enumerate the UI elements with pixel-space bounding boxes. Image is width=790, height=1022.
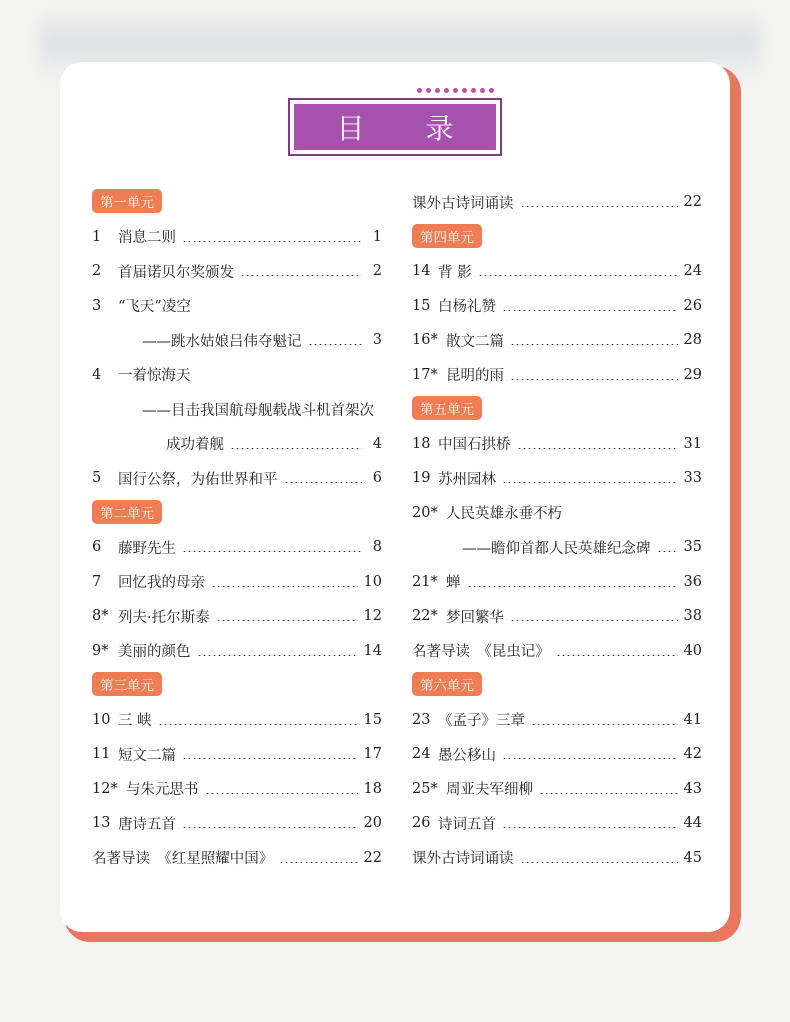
lesson-number: 24 (412, 746, 431, 763)
lesson-title: 愚公移山 (438, 747, 496, 764)
leader-dots (502, 818, 678, 828)
leader-dots (240, 266, 362, 276)
page-number: 2 (372, 263, 382, 280)
page-number: 6 (372, 470, 382, 487)
toc-entry[interactable] (412, 841, 702, 876)
page-number: 10 (363, 573, 382, 590)
leader-dots (230, 439, 362, 449)
page-number: 3 (372, 332, 382, 349)
toc-left-column (92, 185, 382, 875)
title-frame (288, 98, 502, 156)
leader-dots (182, 818, 358, 828)
page-number: 31 (683, 435, 702, 452)
lesson-title: ——目击我国航母舰载战斗机首架次 (142, 402, 374, 419)
lesson-number: 9* (92, 642, 109, 659)
page-number: 44 (683, 815, 702, 832)
toc-entry[interactable] (92, 427, 382, 462)
lesson-number: 8* (92, 608, 109, 625)
leader-dots (520, 853, 678, 863)
lesson-number: 12* (92, 780, 118, 797)
leader-dots (531, 715, 678, 725)
lesson-number: 6 (92, 539, 102, 556)
toc-entry[interactable] (92, 841, 382, 876)
lesson-title: 美丽的颜色 (118, 644, 191, 661)
page-number: 28 (683, 332, 702, 349)
unit-badge: 第四单元 (412, 224, 482, 248)
page-number: 20 (363, 815, 382, 832)
lesson-number: 18 (412, 435, 431, 452)
page-number: 42 (683, 746, 702, 763)
page-number: 12 (363, 608, 382, 625)
toc-entry[interactable] (412, 496, 702, 531)
lesson-title: 回忆我的母亲 (118, 575, 205, 592)
toc-entry[interactable] (412, 703, 702, 738)
lesson-title: 课外古诗词诵读 (412, 195, 514, 212)
lesson-title: 周亚夫军细柳 (446, 782, 533, 799)
lesson-title: 苏州园林 (438, 471, 496, 488)
lesson-number: 21* (412, 573, 438, 590)
leader-dots (657, 542, 678, 552)
toc-entry[interactable] (412, 461, 702, 496)
leader-dots (182, 232, 362, 242)
lesson-title: ——跳水姑娘吕伟夺魁记 (142, 333, 302, 350)
toc-entry[interactable] (412, 737, 702, 772)
lesson-number: 25* (412, 780, 438, 797)
lesson-number: 10 (92, 711, 111, 728)
toc-right-column (412, 185, 702, 875)
leader-dots (510, 370, 678, 380)
lesson-title: 课外古诗词诵读 (412, 851, 514, 868)
toc-entry[interactable] (92, 530, 382, 565)
unit-badge: 第三单元 (92, 672, 162, 696)
lesson-title: 藤野先生 (118, 540, 176, 557)
toc-entry[interactable] (92, 461, 382, 496)
unit-heading (92, 668, 382, 703)
lesson-number: 4 (92, 366, 102, 383)
page-number: 41 (683, 711, 702, 728)
leader-dots (182, 749, 358, 759)
leader-dots (279, 853, 357, 863)
page-title: 目 录 (294, 104, 496, 150)
toc-entry[interactable] (92, 737, 382, 772)
lesson-number: 22* (412, 608, 438, 625)
leader-dots (467, 577, 678, 587)
unit-badge: 第一单元 (92, 189, 162, 213)
toc-entry[interactable] (412, 427, 702, 462)
toc-entry[interactable] (412, 289, 702, 324)
leader-dots (502, 749, 678, 759)
lesson-title: 唐诗五首 (118, 816, 176, 833)
toc-entry[interactable] (412, 323, 702, 358)
page-number: 8 (372, 539, 382, 556)
page-number: 22 (683, 194, 702, 211)
title-decoration-dots (417, 88, 494, 93)
lesson-title: 诗词五首 (438, 816, 496, 833)
page-number: 33 (683, 470, 702, 487)
lesson-title: 梦回繁华 (446, 609, 504, 626)
lesson-number: 16* (412, 332, 438, 349)
lesson-title: 人民英雄永垂不朽 (446, 506, 562, 523)
unit-heading (412, 668, 702, 703)
toc-entry[interactable] (412, 254, 702, 289)
lesson-number: 20* (412, 504, 438, 521)
toc-entry[interactable] (92, 565, 382, 600)
page-number: 36 (683, 573, 702, 590)
toc-entry[interactable] (92, 599, 382, 634)
lesson-number: 17* (412, 366, 438, 383)
page-number: 1 (372, 228, 382, 245)
toc-entry[interactable] (412, 806, 702, 841)
unit-badge: 第六单元 (412, 672, 482, 696)
page-number: 4 (372, 435, 382, 452)
toc-entry[interactable] (412, 530, 702, 565)
page-number: 35 (683, 539, 702, 556)
page-number: 15 (363, 711, 382, 728)
unit-heading (92, 185, 382, 220)
lesson-number: 26 (412, 815, 431, 832)
toc-entry[interactable] (92, 806, 382, 841)
toc-entry[interactable] (412, 565, 702, 600)
leader-dots (182, 542, 362, 552)
lesson-title: 中国石拱桥 (438, 437, 511, 454)
lesson-title: 名著导读 《红星照耀中国》 (92, 851, 274, 868)
unit-heading (412, 220, 702, 255)
page-number: 24 (683, 263, 702, 280)
unit-heading (412, 392, 702, 427)
lesson-title: 蝉 (446, 575, 461, 592)
leader-dots (510, 611, 678, 621)
lesson-title: 一着惊海天 (118, 368, 191, 385)
page-number: 43 (683, 780, 702, 797)
lesson-title: 成功着舰 (166, 437, 224, 454)
leader-dots (197, 646, 358, 656)
leader-dots (510, 335, 678, 345)
page-number: 38 (683, 608, 702, 625)
lesson-title: 散文二篇 (446, 333, 504, 350)
lesson-title: 白杨礼赞 (438, 299, 496, 316)
lesson-number: 11 (92, 746, 111, 763)
page-number: 40 (683, 642, 702, 659)
lesson-number: 13 (92, 815, 111, 832)
lesson-number: 14 (412, 263, 431, 280)
lesson-title: 列夫·托尔斯泰 (118, 609, 210, 626)
lesson-title: 短文二篇 (118, 747, 176, 764)
leader-dots (211, 577, 358, 587)
page-number: 26 (683, 297, 702, 314)
leader-dots (539, 784, 678, 794)
lesson-number: 15 (412, 297, 431, 314)
lesson-title: 与朱元思书 (126, 782, 199, 799)
leader-dots (284, 473, 363, 483)
unit-badge: 第五单元 (412, 396, 482, 420)
lesson-title: 国行公祭，为佑世界和平 (118, 471, 278, 488)
page-number: 17 (363, 746, 382, 763)
leader-dots (205, 784, 358, 794)
unit-badge: 第二单元 (92, 500, 162, 524)
lesson-title: 三 峡 (118, 713, 152, 730)
toc-entry[interactable] (92, 358, 382, 393)
toc-entry[interactable] (92, 703, 382, 738)
unit-heading (92, 496, 382, 531)
leader-dots (478, 266, 678, 276)
lesson-number: 2 (92, 263, 102, 280)
toc-entry[interactable] (92, 289, 382, 324)
leader-dots (158, 715, 358, 725)
toc-entry[interactable] (412, 358, 702, 393)
lesson-title: ——瞻仰首都人民英雄纪念碑 (462, 540, 651, 557)
toc-entry[interactable] (412, 634, 702, 669)
toc-entry[interactable] (92, 220, 382, 255)
lesson-title: 名著导读 《昆虫记》 (412, 644, 550, 661)
lesson-number: 1 (92, 228, 102, 245)
leader-dots (517, 439, 678, 449)
lesson-number: 23 (412, 711, 431, 728)
lesson-title: 首届诺贝尔奖颁发 (118, 264, 234, 281)
page-number: 18 (363, 780, 382, 797)
page-number: 22 (363, 849, 382, 866)
lesson-number: 3 (92, 297, 102, 314)
page-number: 29 (683, 366, 702, 383)
toc-entry[interactable] (412, 185, 702, 220)
lesson-title: 背 影 (438, 264, 472, 281)
leader-dots (502, 301, 678, 311)
leader-dots (308, 335, 363, 345)
leader-dots (520, 197, 678, 207)
leader-dots (216, 611, 358, 621)
lesson-number: 19 (412, 470, 431, 487)
leader-dots (556, 646, 678, 656)
page-number: 45 (683, 849, 702, 866)
lesson-number: 5 (92, 470, 102, 487)
toc-entry[interactable] (412, 599, 702, 634)
page-number: 14 (363, 642, 382, 659)
toc-entry[interactable] (92, 772, 382, 807)
lesson-title: 《孟子》三章 (438, 713, 525, 730)
toc-entry[interactable] (92, 392, 382, 427)
lesson-title: 昆明的雨 (446, 368, 504, 385)
lesson-title: “飞天”凌空 (118, 299, 191, 316)
toc-entry[interactable] (412, 772, 702, 807)
leader-dots (502, 473, 678, 483)
toc-entry[interactable] (92, 634, 382, 669)
toc-entry[interactable] (92, 254, 382, 289)
toc-entry[interactable] (92, 323, 382, 358)
lesson-title: 消息二则 (118, 230, 176, 247)
lesson-number: 7 (92, 573, 102, 590)
